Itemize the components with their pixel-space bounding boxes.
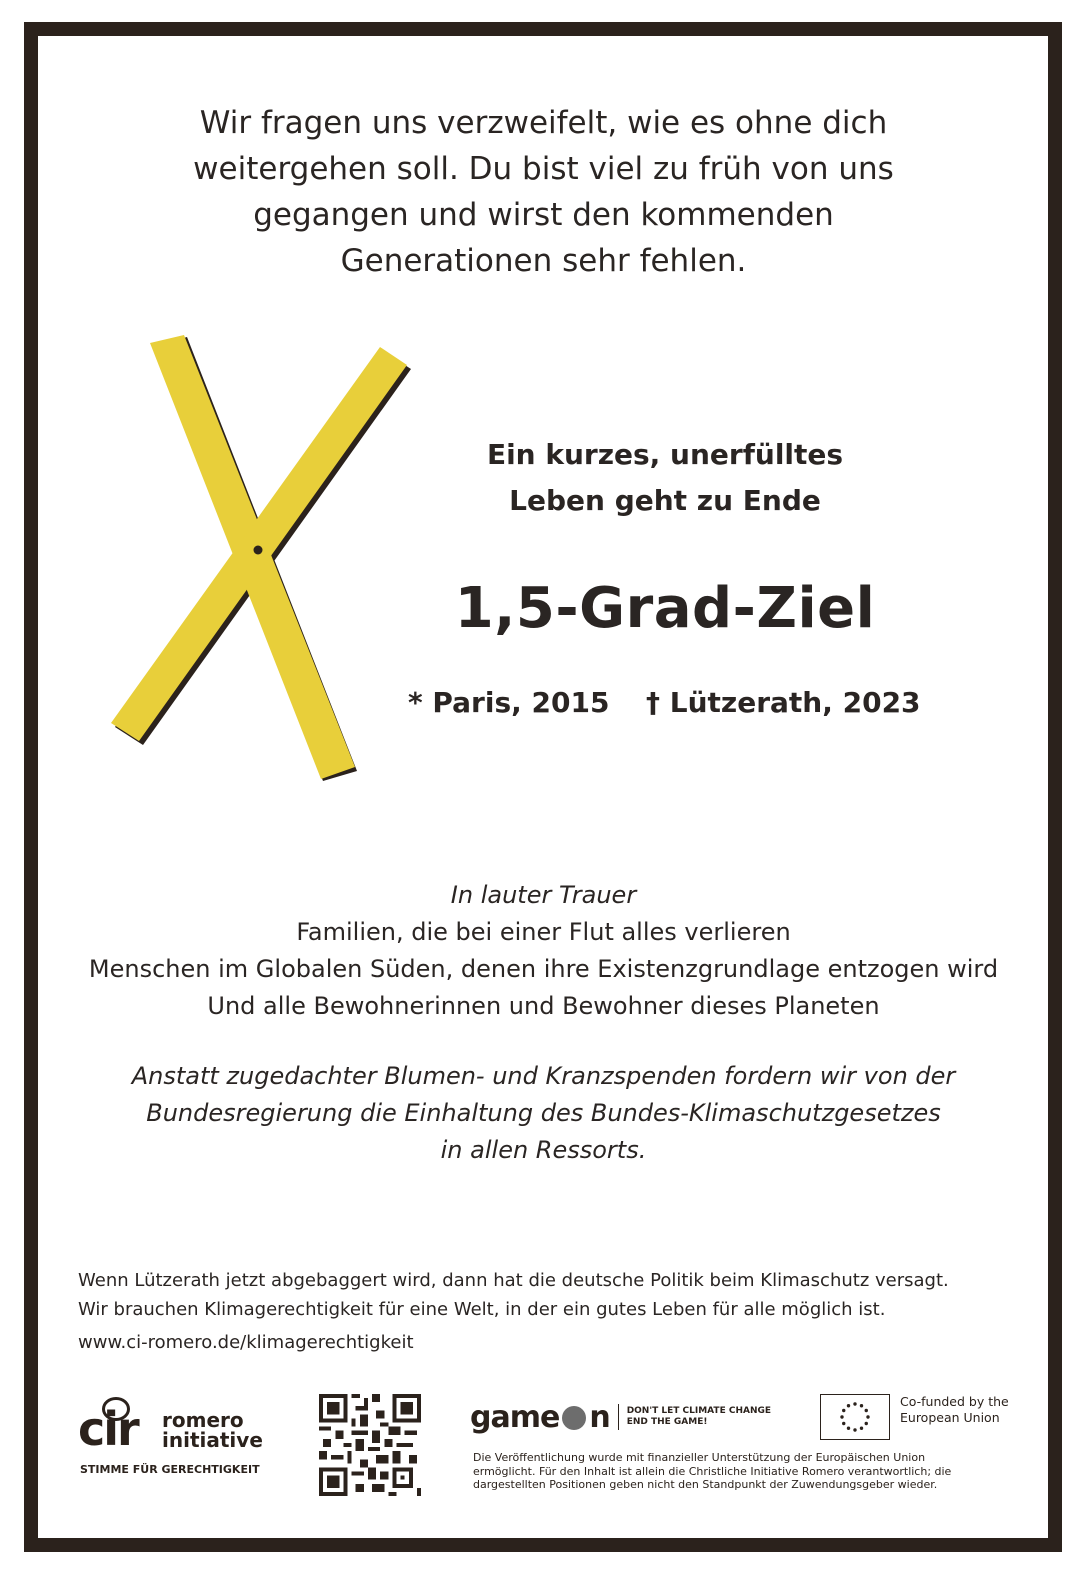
x-cross-icon [95, 335, 435, 795]
footer-line: Wir brauchen Klimagerechtigkeit für eine Welt, in der ein gutes Leben für alle möglich ist. [78, 1299, 886, 1320]
footer-statement [78, 1266, 949, 1324]
gameon-word-on: n [589, 1399, 610, 1435]
eu-star-icon [840, 1415, 843, 1418]
eu-flag-icon [820, 1394, 890, 1440]
gameon-tagline [627, 1406, 787, 1428]
eu-star-icon [866, 1415, 869, 1418]
funding-disclaimer [473, 1451, 1013, 1492]
game-on-logo [470, 1397, 787, 1437]
gameon-tag-line: DON'T LET CLIMATE CHANGE [626, 1406, 772, 1416]
intro-line: Generationen sehr fehlen. [340, 243, 747, 279]
gameon-word-game: game [470, 1399, 560, 1435]
globe-icon [562, 1406, 586, 1430]
cir-slogan: STIMME FÜR GERECHTIGKEIT [80, 1463, 260, 1476]
eu-star-icon [847, 1427, 850, 1430]
cir-logo-text: cir [78, 1402, 138, 1456]
obituary-name: 1,5-Grad-Ziel [454, 576, 876, 641]
disclaimer-line: Die Veröffentlichung wurde mit finanzieller Unterstützung der Europäischen Union [473, 1451, 926, 1464]
request-line: Anstatt zugedachter Blumen- und Kranzspenden fordern wir von der [131, 1062, 956, 1090]
cir-romero-text: romero [162, 1408, 244, 1432]
mourner-line: Menschen im Globalen Süden, denen ihre Existenzgrundlage entzogen wird [88, 955, 999, 983]
eu-star-icon [842, 1422, 845, 1425]
obituary-subtitle [470, 432, 860, 524]
intro-line: Wir fragen uns verzweifelt, wie es ohne dich [199, 105, 888, 141]
mourners-list [0, 877, 1087, 1025]
subtitle-line: Ein kurzes, unerfülltes [486, 438, 844, 471]
eu-star-icon [853, 1428, 856, 1431]
eu-star-icon [860, 1427, 863, 1430]
eu-star-icon [847, 1404, 850, 1407]
mourner-line: Familien, die bei einer Flut alles verlieren [296, 918, 791, 946]
intro-line: gegangen und wirst den kommenden [253, 197, 834, 233]
footer-url-link[interactable]: www.ci-romero.de/klimagerechtigkeit [78, 1332, 414, 1353]
disclaimer-line: ermöglicht. Für den Inhalt ist allein die Christliche Initiative Romero verantwortlich; die [473, 1464, 952, 1478]
footer-line: Wenn Lützerath jetzt abgebaggert wird, dann hat die deutsche Politik beim Klimaschutz versagt. [78, 1270, 949, 1291]
romero-initiative-logo [78, 1397, 278, 1492]
request-text [0, 1058, 1087, 1169]
eu-star-icon [853, 1402, 856, 1405]
request-line: Bundesregierung die Einhaltung des Bundes-Klimaschutzgesetzes [146, 1099, 941, 1127]
mourner-line: Und alle Bewohnerinnen und Bewohner dieses Planeten [207, 992, 880, 1020]
disclaimer-line: dargestellten Positionen geben nicht den Standpunkt der Zuwendungsgeber wieder. [473, 1478, 938, 1491]
intro-line: weitergehen soll. Du bist viel zu früh von uns [193, 151, 894, 187]
birth-info: * Paris, 2015 [408, 686, 610, 719]
eu-line: Co-funded by the [900, 1394, 1009, 1409]
eu-cofunded-logo [820, 1394, 1009, 1440]
intro-text [0, 100, 1087, 284]
eu-star-icon [865, 1422, 868, 1425]
eu-line: European Union [900, 1410, 1000, 1425]
qr-code-icon[interactable] [319, 1394, 421, 1496]
request-line: in allen Ressorts. [440, 1136, 647, 1164]
gameon-divider [618, 1404, 619, 1430]
cir-initiative-text: initiative [162, 1428, 263, 1452]
eu-star-icon [860, 1404, 863, 1407]
gameon-tag-line: END THE GAME! [626, 1417, 708, 1427]
mourning-lead: In lauter Trauer [450, 881, 637, 909]
death-info: † Lützerath, 2023 [646, 686, 921, 719]
eu-cofund-text [900, 1394, 1009, 1426]
subtitle-line: Leben geht zu Ende [509, 484, 821, 517]
eu-star-icon [865, 1409, 868, 1412]
eu-star-icon [842, 1409, 845, 1412]
